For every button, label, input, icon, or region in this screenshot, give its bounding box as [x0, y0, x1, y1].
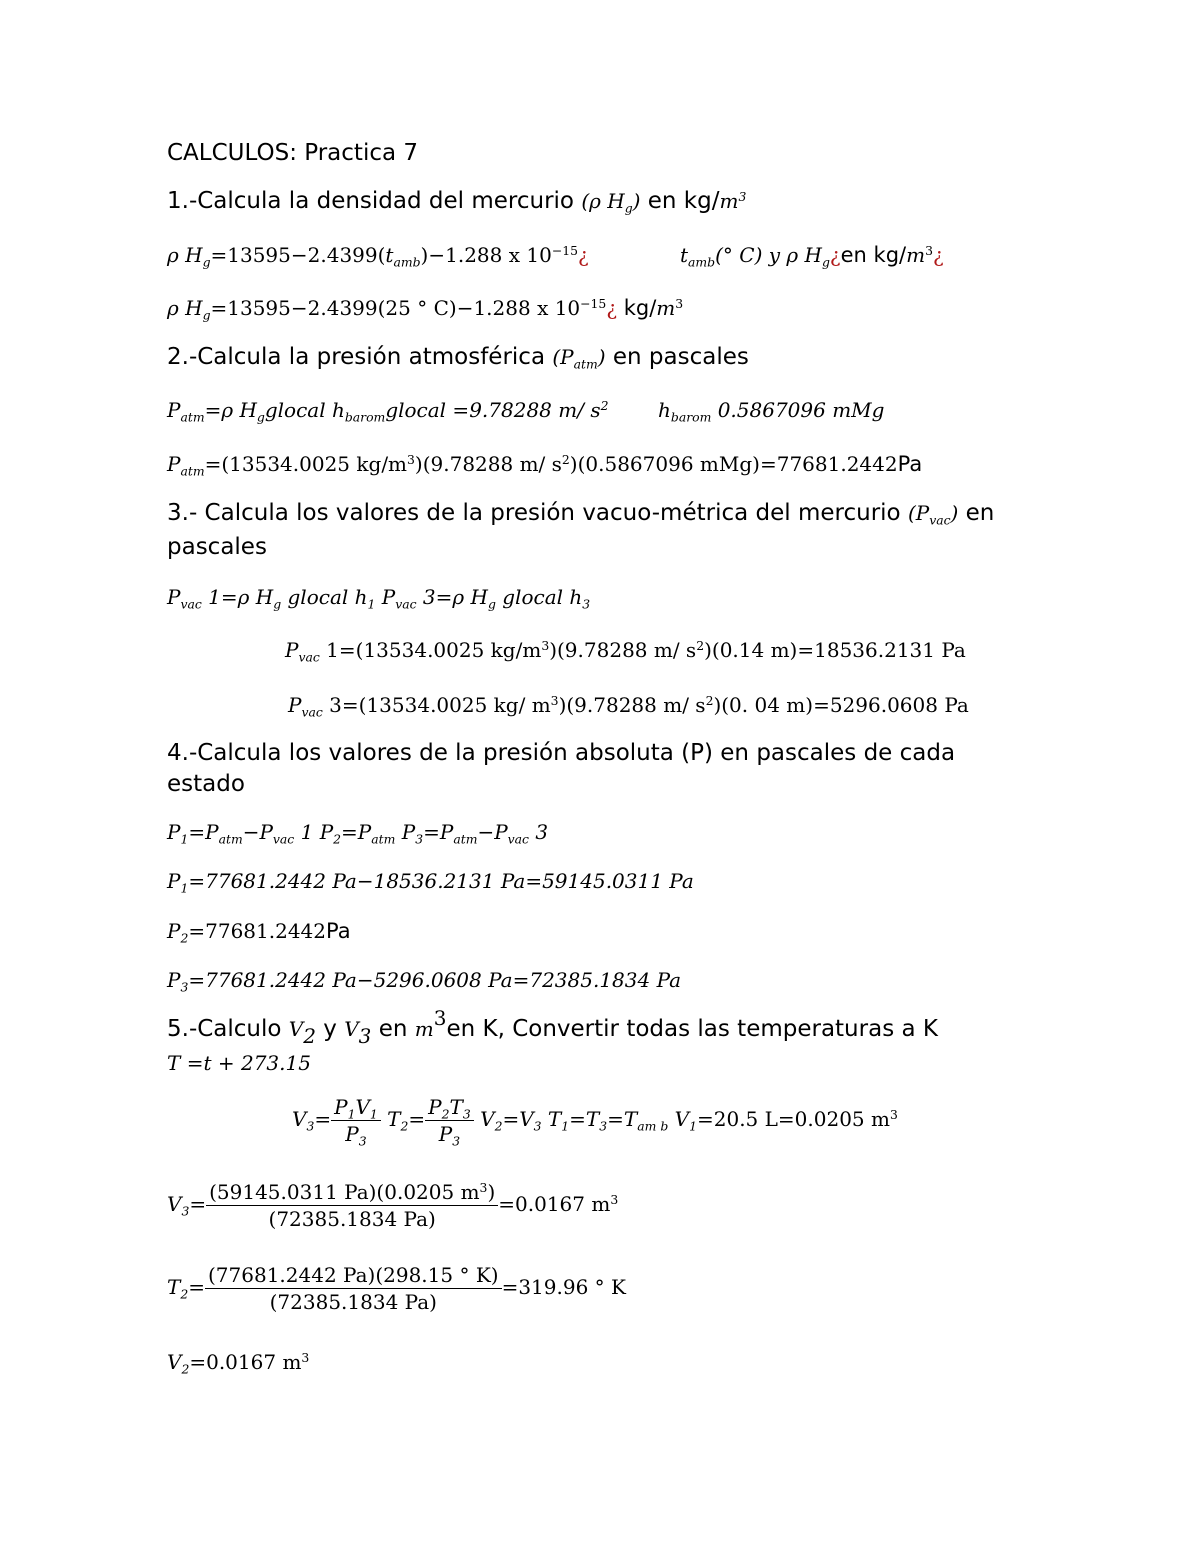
error-glyph: ¿: [577, 243, 589, 267]
density-note: $t_{amb}(^\circ$ C) y ρ $H_g¿en$ $kg/m^3¿$: [680, 243, 944, 270]
pabs-formula: $P_1=P_{atm}-P_{vac}$ 1 $P_2=P_{atm}$ $P_3=P_{atm}-P_{vac}$ 3: [167, 820, 549, 847]
density-substituted: ρ $H_g=13595-2.4399(25$ ° C)−1.288 x $10^{-15}¿$ $kg/m^3$: [167, 296, 684, 323]
p2-value: $P_2=77681.2442Pa$: [167, 919, 351, 946]
t2-calculation: $T_2=$ $\frac{(77681.2442 Pa)(298.15 ^\circ K)}{(72385.1834 Pa)}$ =319.96 ° K: [167, 1263, 626, 1314]
section-3-heading: 3.- Calcula los valores de la presión vacuo-métrica del mercurio $(P_{vac})$ en: [167, 500, 995, 528]
p3-value: $P_3=77681.2442$ Pa−5296.0608 Pa=72385.1834 Pa: [167, 968, 682, 995]
temperature-conversion: T =t + 273.15: [167, 1051, 311, 1075]
v3-calculation: $V_3=$ $\frac{(59145.0311 Pa)(0.0205 m^3)}{(72385.1834 Pa)}$ =0.0167 $m^3$: [167, 1180, 619, 1231]
section-3-heading-line2: pascales: [167, 534, 267, 560]
fraction-p1v1-p3: $\frac{P_1V_1}{P_3}$: [331, 1095, 381, 1146]
volume-relations: $V_3=$ $\frac{P_1V_1}{P_3}$ $T_2=$ $\frac{P_2T_3}{P_3}$ $V_2=V_3$ $T_1=T_3=T_{am b}$ $V_1=20.5$ L=0.0205 $m^3$: [292, 1095, 898, 1149]
pvac-formula: $P_{vac}$ 1=ρ $H_g$ glocal $h_1$ $P_{vac}$ 3=ρ $H_g$ glocal $h_3$: [167, 585, 591, 612]
section-2-heading: 2.-Calcula la presión atmosférica $(P_{atm})$ en pascales: [167, 344, 749, 372]
hbarom-note: $h_{barom}$ 0.5867096 mMg: [658, 398, 885, 425]
pvac1-substituted: $P_{vac}$ 1=(13534.0025 $kg/m^3)(9.78288$ m/ $s^2)(0.14$ m)=18536.2131 Pa: [285, 638, 966, 665]
section-4-heading-line2: estado: [167, 771, 245, 797]
pvac3-substituted: $P_{vac}$ 3=(13534.0025 kg/ $m^3)(9.78288$ m/ $s^2)(0$. 04 m)=5296.0608 Pa: [288, 693, 969, 720]
section-5-heading: 5.-Calculo $V_2$ y $V_3$ en $m^3en$ K, Convertir todas las temperaturas a K: [167, 1006, 938, 1048]
heading-text: 1.-Calcula la densidad del mercurio: [167, 188, 575, 214]
p1-value: $P_1=77681.2442$ Pa−18536.2131 Pa=59145.0311 Pa: [167, 869, 694, 896]
unit-m3: $m^3$: [719, 189, 747, 213]
v2-value: $V_2=0.0167$ $m^3$: [167, 1350, 310, 1377]
section-4-heading: 4.-Calcula los valores de la presión absoluta (P) en pascales de cada: [167, 740, 956, 766]
section-1-heading: [167, 188, 746, 214]
fraction-p2t3-p3: $\frac{P_2T_3}{P_3}$: [425, 1095, 474, 1146]
density-formula: ρ $H_g=13595-2.4399(t_{amb})-1.288$ x $10^{-15}¿$: [167, 243, 589, 270]
patm-substituted: $P_{atm}=(13534.0025$ $kg/m^3)(9.78288$ m/ $s^2)(0.5867096$ mMg)=77681.2442Pa: [167, 452, 923, 479]
rho-hg-symbol: (ρ $H_g$): [581, 189, 641, 216]
patm-formula: $P_{atm}=\rho$ $H_gglocal$ $h_{barom}glocal =9.78288$ m/ $s^2$: [167, 398, 609, 425]
heading-tail: en kg/: [647, 188, 720, 214]
document-title: CALCULOS: Practica 7: [167, 140, 419, 166]
